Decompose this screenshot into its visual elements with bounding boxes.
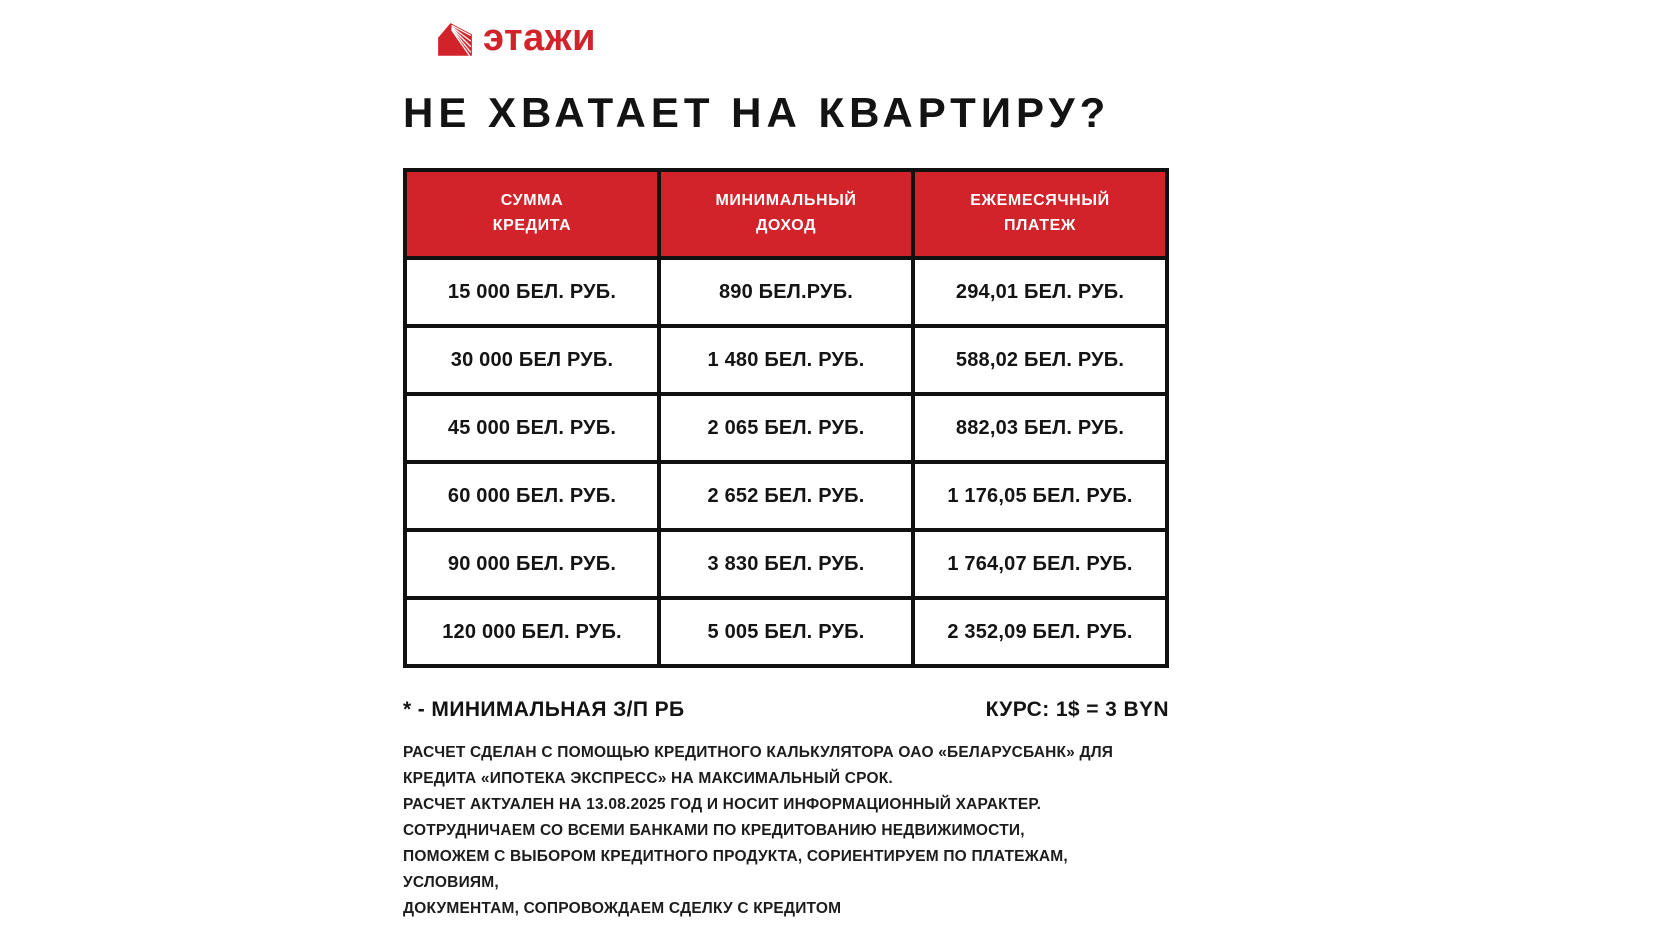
cell-min-income: 2 652 БЕЛ. РУБ. [659, 462, 913, 530]
cell-min-income: 5 005 БЕЛ. РУБ. [659, 598, 913, 666]
poster-content [403, 0, 1169, 922]
disclaimer-line: УСЛОВИЯМ, [403, 874, 499, 891]
cell-credit-sum: 60 000 БЕЛ. РУБ. [405, 462, 659, 530]
header-monthly-payment [913, 170, 1167, 258]
header-min-income [659, 170, 913, 258]
disclaimer-line: КРЕДИТА «ИПОТЕКА ЭКСПРЕСС» НА МАКСИМАЛЬНЫЙ СРОК. [403, 770, 893, 787]
cell-monthly-payment: 2 352,09 БЕЛ. РУБ. [913, 598, 1167, 666]
disclaimer-line: РАСЧЕТ АКТУАЛЕН НА 13.08.2025 ГОД И НОСИТ ИНФОРМАЦИОННЫЙ ХАРАКТЕР. [403, 796, 1042, 813]
header-line: ПЛАТЕЖ [1004, 217, 1076, 234]
header-line: СУММА [500, 192, 564, 210]
table-row [405, 258, 1167, 326]
cell-monthly-payment: 1 176,05 БЕЛ. РУБ. [913, 462, 1167, 530]
cell-credit-sum: 45 000 БЕЛ. РУБ. [405, 394, 659, 462]
table-row [405, 530, 1167, 598]
disclaimer [403, 740, 1169, 922]
exchange-rate: КУРС: 1$ = 3 BYN [985, 698, 1169, 721]
footnote: * - МИНИМАЛЬНАЯ З/П РБ [403, 698, 685, 721]
table-header-row [405, 170, 1167, 258]
page-title: НЕ ХВАТАЕТ НА КВАРТИРУ? [403, 89, 1111, 136]
cell-credit-sum: 30 000 БЕЛ РУБ. [405, 326, 659, 394]
house-icon [436, 22, 474, 58]
disclaimer-line: ДОКУМЕНТАМ, СОПРОВОЖДАЕМ СДЕЛКУ С КРЕДИТОМ [403, 900, 842, 917]
cell-credit-sum: 15 000 БЕЛ. РУБ. [405, 258, 659, 326]
cell-min-income: 2 065 БЕЛ. РУБ. [659, 394, 913, 462]
header-line: ДОХОД [755, 217, 817, 234]
credit-table [403, 168, 1169, 668]
cell-monthly-payment: 294,01 БЕЛ. РУБ. [913, 258, 1167, 326]
cell-monthly-payment: 588,02 БЕЛ. РУБ. [913, 326, 1167, 394]
brand-logo [436, 17, 1169, 60]
brand-name: этажи [483, 17, 597, 59]
disclaimer-line: СОТРУДНИЧАЕМ СО ВСЕМИ БАНКАМИ ПО КРЕДИТОВАНИЮ НЕДВИЖИМОСТИ, [403, 822, 1025, 839]
disclaimer-line: ПОМОЖЕМ С ВЫБОРОМ КРЕДИТНОГО ПРОДУКТА, СОРИЕНТИРУЕМ ПО ПЛАТЕЖАМ, [403, 848, 1068, 865]
table-row [405, 598, 1167, 666]
cell-monthly-payment: 882,03 БЕЛ. РУБ. [913, 394, 1167, 462]
header-line: ЕЖЕМЕСЯЧНЫЙ [970, 192, 1110, 210]
cell-credit-sum: 120 000 БЕЛ. РУБ. [405, 598, 659, 666]
notes-row [403, 698, 1169, 722]
table-row [405, 462, 1167, 530]
cell-min-income: 1 480 БЕЛ. РУБ. [659, 326, 913, 394]
cell-credit-sum: 90 000 БЕЛ. РУБ. [405, 530, 659, 598]
disclaimer-line: РАСЧЕТ СДЕЛАН С ПОМОЩЬЮ КРЕДИТНОГО КАЛЬКУЛЯТОРА ОАО «БЕЛАРУСБАНК» ДЛЯ [403, 744, 1114, 761]
header-line: КРЕДИТА [492, 217, 572, 234]
cell-monthly-payment: 1 764,07 БЕЛ. РУБ. [913, 530, 1167, 598]
cell-min-income: 3 830 БЕЛ. РУБ. [659, 530, 913, 598]
table-row [405, 326, 1167, 394]
cell-min-income: 890 БЕЛ.РУБ. [659, 258, 913, 326]
table-row [405, 394, 1167, 462]
header-line: МИНИМАЛЬНЫЙ [715, 192, 857, 210]
header-credit-sum [405, 170, 659, 258]
